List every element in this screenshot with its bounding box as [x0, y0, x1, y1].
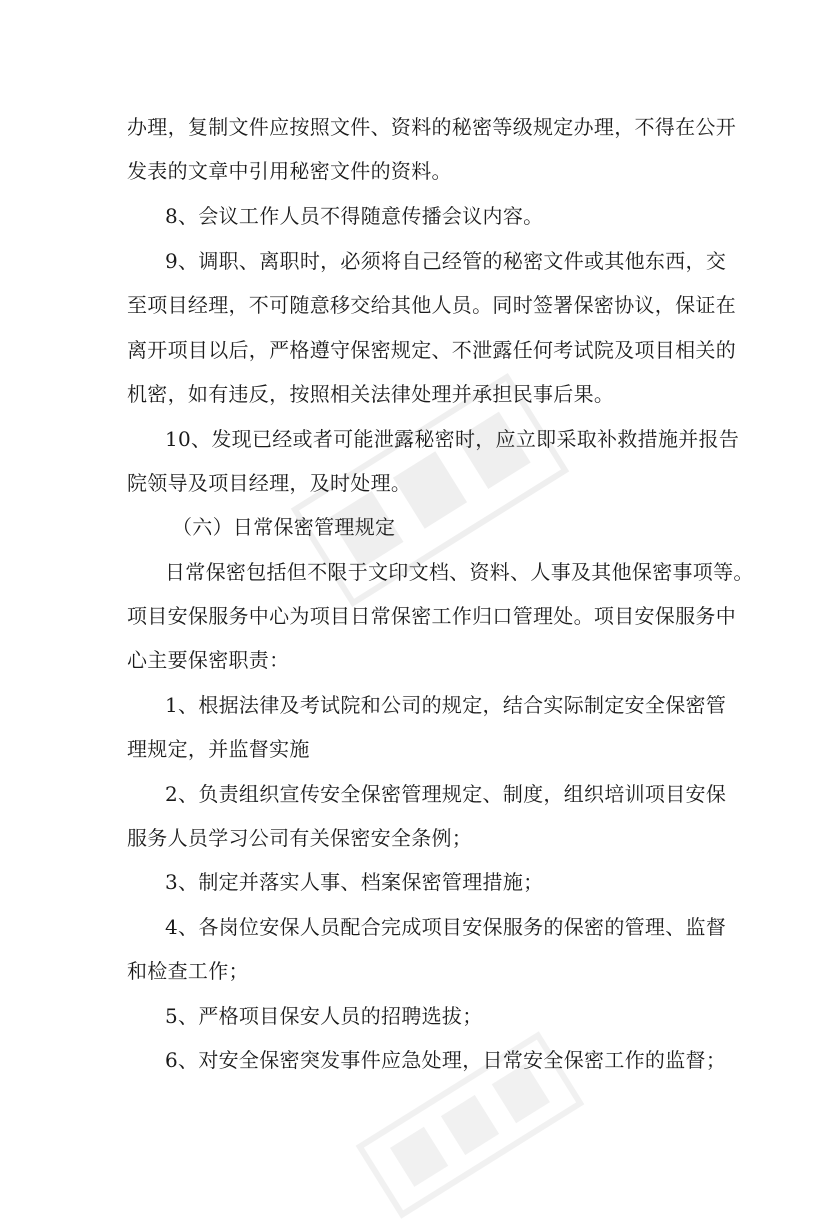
section-heading: （六）日常保密管理规定 [172, 515, 396, 539]
paragraph-line: 6、对安全保密突发事件应急处理，日常安全保密工作的监督； [165, 1048, 727, 1072]
paragraph-line: 1、根据法律及考试院和公司的规定，结合实际制定安全保密管 [165, 693, 727, 717]
paragraph-line: 5、严格项目保安人员的招聘选拔； [165, 1004, 483, 1028]
paragraph-line: 离开项目以后，严格遵守保密规定、不泄露任何考试院及项目相关的 [127, 338, 736, 362]
paragraph-line: 服务人员学习公司有关保密安全条例； [127, 826, 473, 850]
paragraph-line: 4、各岗位安保人员配合完成项目安保服务的保密的管理、监督 [165, 915, 727, 939]
paragraph-line: 9、调职、离职时，必须将自己经管的秘密文件或其他东西，交 [165, 249, 727, 273]
paragraph-line: 心主要保密职责： [127, 648, 290, 672]
paragraph-line: 机密，如有违反，按照相关法律处理并承担民事后果。 [127, 382, 615, 406]
paragraph-line: 2、负责组织宣传安全保密管理规定、制度，组织培训项目安保 [165, 782, 727, 806]
paragraph-line: 8、会议工作人员不得随意传播会议内容。 [165, 204, 544, 228]
paragraph-line: 理规定，并监督实施 [127, 737, 310, 761]
paragraph-line: 发表的文章中引用秘密文件的资料。 [127, 159, 452, 183]
paragraph-line: 办理，复制文件应按照文件、资料的秘密等级规定办理，不得在公开 [127, 115, 736, 139]
paragraph-line: 10、发现已经或者可能泄露秘密时，应立即采取补救措施并报告 [165, 427, 740, 451]
paragraph-line: 3、制定并落实人事、档案保密管理措施； [165, 870, 544, 894]
paragraph-line: 院领导及项目经理，及时处理。 [127, 471, 412, 495]
paragraph-line: 至项目经理，不可随意移交给其他人员。同时签署保密协议，保证在 [127, 293, 736, 317]
paragraph-line: 项目安保服务中心为项目日常保密工作归口管理处。项目安保服务中 [127, 604, 736, 628]
paragraph-line: 和检查工作； [127, 959, 249, 983]
paragraph-line: 日常保密包括但不限于文印文档、资料、人事及其他保密事项等。 [165, 560, 754, 584]
